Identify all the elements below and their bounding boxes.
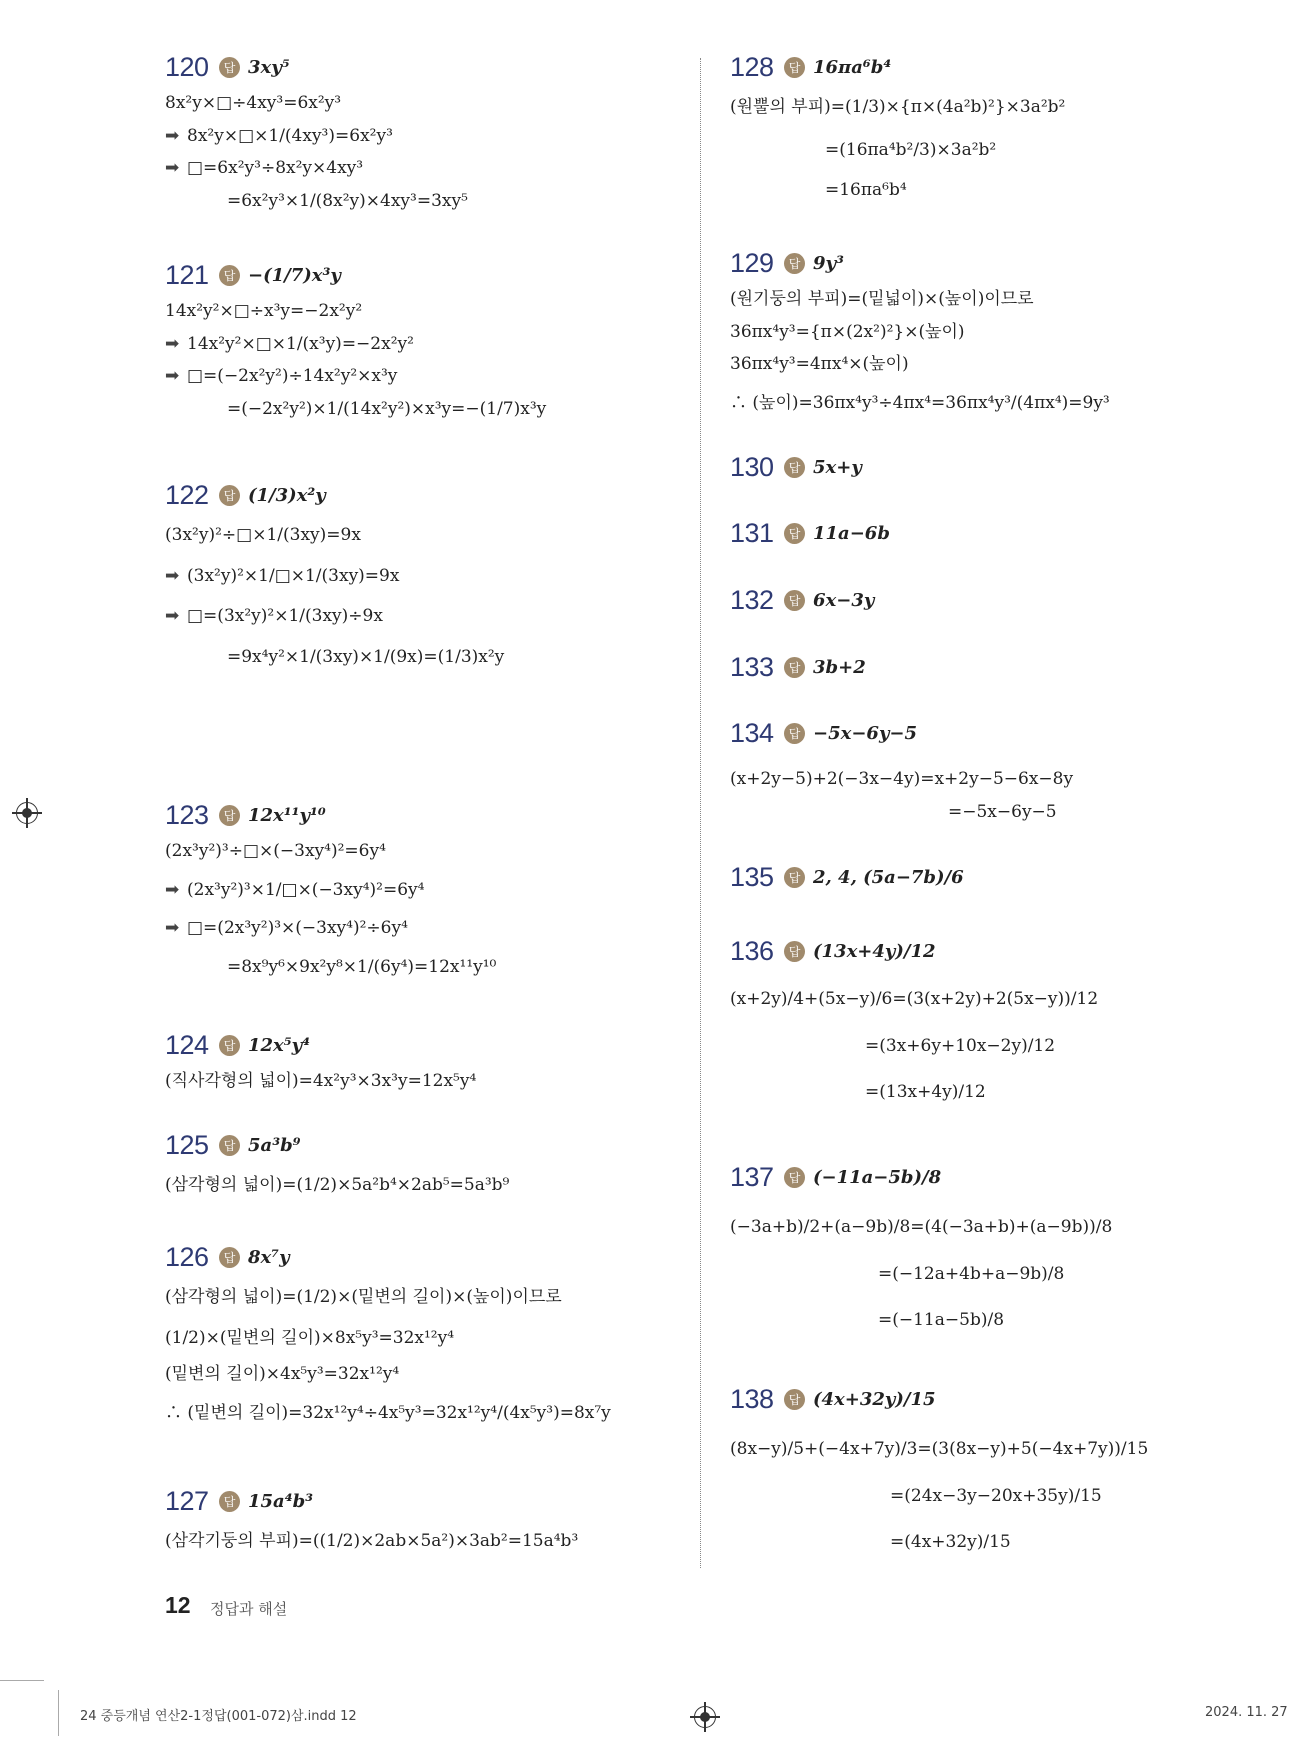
trim-line xyxy=(58,1690,59,1736)
problem-number: 138 xyxy=(730,1383,774,1414)
answer-badge: 답 xyxy=(219,57,240,78)
solution-line: =16πa⁶b⁴ xyxy=(825,180,907,201)
problem-133 xyxy=(730,650,1270,684)
solution-line: =(16πa⁴b²/3)×3a²b² xyxy=(825,139,997,160)
solution-line: (원뿔의 부피)=(1/3)×{π×(4a²b)²}×3a²b² xyxy=(730,97,1066,117)
problem-125 xyxy=(165,1128,690,1195)
section-label: 정답과 해설 xyxy=(210,1600,288,1618)
problem-number: 132 xyxy=(730,584,774,615)
answer: (13x+4y)/12 xyxy=(813,940,936,962)
solution-line: 14x²y²×□÷x³y=−2x²y² xyxy=(165,301,363,321)
answer: (4x+32y)/15 xyxy=(813,1388,936,1410)
answer: (−11a−5b)/8 xyxy=(813,1166,942,1188)
trim-line xyxy=(0,1680,44,1681)
arrow-right-icon: ➡ xyxy=(165,918,180,939)
answer-badge: 답 xyxy=(784,457,805,478)
answer-badge: 답 xyxy=(784,1167,805,1188)
answer-badge: 답 xyxy=(784,253,805,274)
answer: (1/3)x²y xyxy=(248,484,326,506)
solution-line: (3x²y)²÷□×1/(3xy)=9x xyxy=(165,525,361,545)
problem-130 xyxy=(730,450,1270,484)
solution-line: (삼각기둥의 부피)=((1/2)×2ab×5a²)×3ab²=15a⁴b³ xyxy=(165,1531,579,1551)
solution-line: (1/2)×(밑변의 길이)×8x⁵y³=32x¹²y⁴ xyxy=(165,1327,455,1348)
solution-line: (2x³y²)³÷□×(−3xy⁴)²=6y⁴ xyxy=(165,841,386,861)
solution-line: ∴ (밑변의 길이)=32x¹²y⁴÷4x⁵y³=32x¹²y⁴/(4x⁵y³)=8x⁷y xyxy=(165,1403,611,1424)
answer: 3b+2 xyxy=(813,656,866,678)
answer: −5x−6y−5 xyxy=(813,722,918,744)
problem-138 xyxy=(730,1382,1270,1552)
answer: 16πa⁶b⁴ xyxy=(813,56,892,78)
solution-line: ➡ □=(−2x²y²)÷14x²y²×x³y xyxy=(165,366,398,387)
answer-badge: 답 xyxy=(219,1035,240,1056)
answer: 15a⁴b³ xyxy=(248,1490,314,1512)
answer-badge: 답 xyxy=(784,57,805,78)
problem-137 xyxy=(730,1160,1270,1330)
answer-badge: 답 xyxy=(784,1389,805,1410)
problem-number: 137 xyxy=(730,1161,774,1192)
problem-129 xyxy=(730,246,1270,413)
problem-number: 133 xyxy=(730,651,774,682)
registration-mark-icon xyxy=(16,802,38,824)
answer-badge: 답 xyxy=(219,485,240,506)
solution-line: 36πx⁴y³={π×(2x²)²}×(높이) xyxy=(730,321,965,342)
solution-line: ➡ 14x²y²×□×1/(x³y)=−2x²y² xyxy=(165,333,414,354)
arrow-right-icon: ➡ xyxy=(165,606,180,627)
solution-line: 36πx⁴y³=4πx⁴×(높이) xyxy=(730,354,909,375)
solution-line: (x+2y−5)+2(−3x−4y)=x+2y−5−6x−8y xyxy=(730,769,1074,789)
solution-line: 8x²y×□÷4xy³=6x²y³ xyxy=(165,93,342,113)
problem-number: 131 xyxy=(730,517,774,548)
solution-line: =(4x+32y)/15 xyxy=(890,1532,1011,1553)
solution-line: (8x−y)/5+(−4x+7y)/3=(3(8x−y)+5(−4x+7y))/15 xyxy=(730,1439,1149,1459)
problem-127 xyxy=(165,1484,690,1551)
problem-132 xyxy=(730,583,1270,617)
answer: 5a³b⁹ xyxy=(248,1134,301,1156)
solution-line: =(24x−3y−20x+35y)/15 xyxy=(890,1485,1102,1506)
problem-124 xyxy=(165,1028,690,1091)
solution-line: =(−2x²y²)×1/(14x²y²)×x³y=−(1/7)x³y xyxy=(227,399,547,420)
answer: −(1/7)x³y xyxy=(248,264,341,286)
answer: 8x⁷y xyxy=(248,1246,290,1268)
solution-line: =−5x−6y−5 xyxy=(948,801,1057,822)
problem-number: 125 xyxy=(165,1129,209,1160)
answer-badge: 답 xyxy=(784,523,805,544)
problem-number: 135 xyxy=(730,861,774,892)
solution-line: =(3x+6y+10x−2y)/12 xyxy=(865,1035,1056,1056)
answer: 6x−3y xyxy=(813,589,875,611)
solution-line: (삼각형의 넓이)=(1/2)×5a²b⁴×2ab⁵=5a³b⁹ xyxy=(165,1175,510,1195)
arrow-right-icon: ➡ xyxy=(165,158,180,179)
problem-131 xyxy=(730,516,1270,550)
problem-number: 136 xyxy=(730,935,774,966)
answer-badge: 답 xyxy=(784,941,805,962)
solution-line: ➡ (2x³y²)³×1/□×(−3xy⁴)²=6y⁴ xyxy=(165,879,425,900)
answer-badge: 답 xyxy=(219,265,240,286)
problem-136 xyxy=(730,934,1270,1102)
answer-badge: 답 xyxy=(784,867,805,888)
solution-line: ➡ (3x²y)²×1/□×1/(3xy)=9x xyxy=(165,565,400,586)
answer-badge: 답 xyxy=(219,805,240,826)
answer: 5x+y xyxy=(813,456,862,478)
problem-number: 128 xyxy=(730,51,774,82)
answer: 11a−6b xyxy=(813,522,890,544)
solution-line: ➡ □=(2x³y²)³×(−3xy⁴)²÷6y⁴ xyxy=(165,918,408,939)
solution-line: (원기둥의 부피)=(밑넓이)×(높이)이므로 xyxy=(730,289,1034,309)
solution-line: ➡ □=6x²y³÷8x²y×4xy³ xyxy=(165,158,364,179)
print-date: 2024. 11. 27 xyxy=(1205,1705,1288,1720)
solution-line: (밑변의 길이)×4x⁵y³=32x¹²y⁴ xyxy=(165,1364,400,1385)
arrow-right-icon: ➡ xyxy=(165,879,180,900)
print-file-info: 24 중등개념 연산2-1정답(001-072)삼.indd 12 xyxy=(80,1709,357,1724)
arrow-right-icon: ➡ xyxy=(165,565,180,586)
answer-badge: 답 xyxy=(784,590,805,611)
solution-line: =9x⁴y²×1/(3xy)×1/(9x)=(1/3)x²y xyxy=(227,647,505,668)
solution-line: =(−12a+4b+a−9b)/8 xyxy=(878,1263,1065,1284)
page-number: 12 xyxy=(165,1592,191,1618)
solution-line: (직사각형의 넓이)=4x²y³×3x³y=12x⁵y⁴ xyxy=(165,1071,477,1091)
answer-badge: 답 xyxy=(219,1491,240,1512)
solution-line: =(13x+4y)/12 xyxy=(865,1082,986,1103)
solution-line: ➡ 8x²y×□×1/(4xy³)=6x²y³ xyxy=(165,125,393,146)
problem-126 xyxy=(165,1240,690,1423)
arrow-right-icon: ➡ xyxy=(165,333,180,354)
solution-line: ➡ □=(3x²y)²×1/(3xy)÷9x xyxy=(165,606,383,627)
column-divider xyxy=(700,58,701,1568)
answer: 12x⁵y⁴ xyxy=(248,1034,311,1056)
problem-number: 134 xyxy=(730,717,774,748)
answer-badge: 답 xyxy=(784,723,805,744)
solution-line: (x+2y)/4+(5x−y)/6=(3(x+2y)+2(5x−y))/12 xyxy=(730,989,1099,1009)
problem-number: 122 xyxy=(165,479,209,510)
answer-badge: 답 xyxy=(784,657,805,678)
solution-line: =6x²y³×1/(8x²y)×4xy³=3xy⁵ xyxy=(227,191,468,212)
answer-badge: 답 xyxy=(219,1135,240,1156)
answer: 9y³ xyxy=(813,252,844,274)
problem-123 xyxy=(165,798,690,977)
problem-120 xyxy=(165,50,690,211)
solution-line: =8x⁹y⁶×9x²y⁸×1/(6y⁴)=12x¹¹y¹⁰ xyxy=(227,957,497,978)
answer: 2, 4, (5a−7b)/6 xyxy=(813,866,964,888)
problem-number: 130 xyxy=(730,451,774,482)
answer-badge: 답 xyxy=(219,1247,240,1268)
solution-line: (삼각형의 넓이)=(1/2)×(밑변의 길이)×(높이)이므로 xyxy=(165,1287,562,1307)
problem-number: 123 xyxy=(165,799,209,830)
problem-number: 121 xyxy=(165,259,209,290)
problem-134 xyxy=(730,716,1270,821)
problem-number: 129 xyxy=(730,247,774,278)
problem-121 xyxy=(165,258,690,419)
problem-128 xyxy=(730,50,1270,200)
problem-number: 124 xyxy=(165,1029,209,1060)
arrow-right-icon: ➡ xyxy=(165,366,180,387)
solution-line: ∴ (높이)=36πx⁴y³÷4πx⁴=36πx⁴y³/(4πx⁴)=9y³ xyxy=(730,393,1110,414)
problem-number: 120 xyxy=(165,51,209,82)
problem-122 xyxy=(165,478,690,667)
arrow-right-icon: ➡ xyxy=(165,125,180,146)
answer: 3xy⁵ xyxy=(248,56,290,78)
problem-number: 127 xyxy=(165,1485,209,1516)
solution-line: =(−11a−5b)/8 xyxy=(878,1310,1005,1331)
registration-mark-icon xyxy=(694,1706,716,1728)
answer: 12x¹¹y¹⁰ xyxy=(248,804,326,826)
solution-line: (−3a+b)/2+(a−9b)/8=(4(−3a+b)+(a−9b))/8 xyxy=(730,1217,1113,1237)
problem-number: 126 xyxy=(165,1241,209,1272)
problem-135 xyxy=(730,860,1270,894)
